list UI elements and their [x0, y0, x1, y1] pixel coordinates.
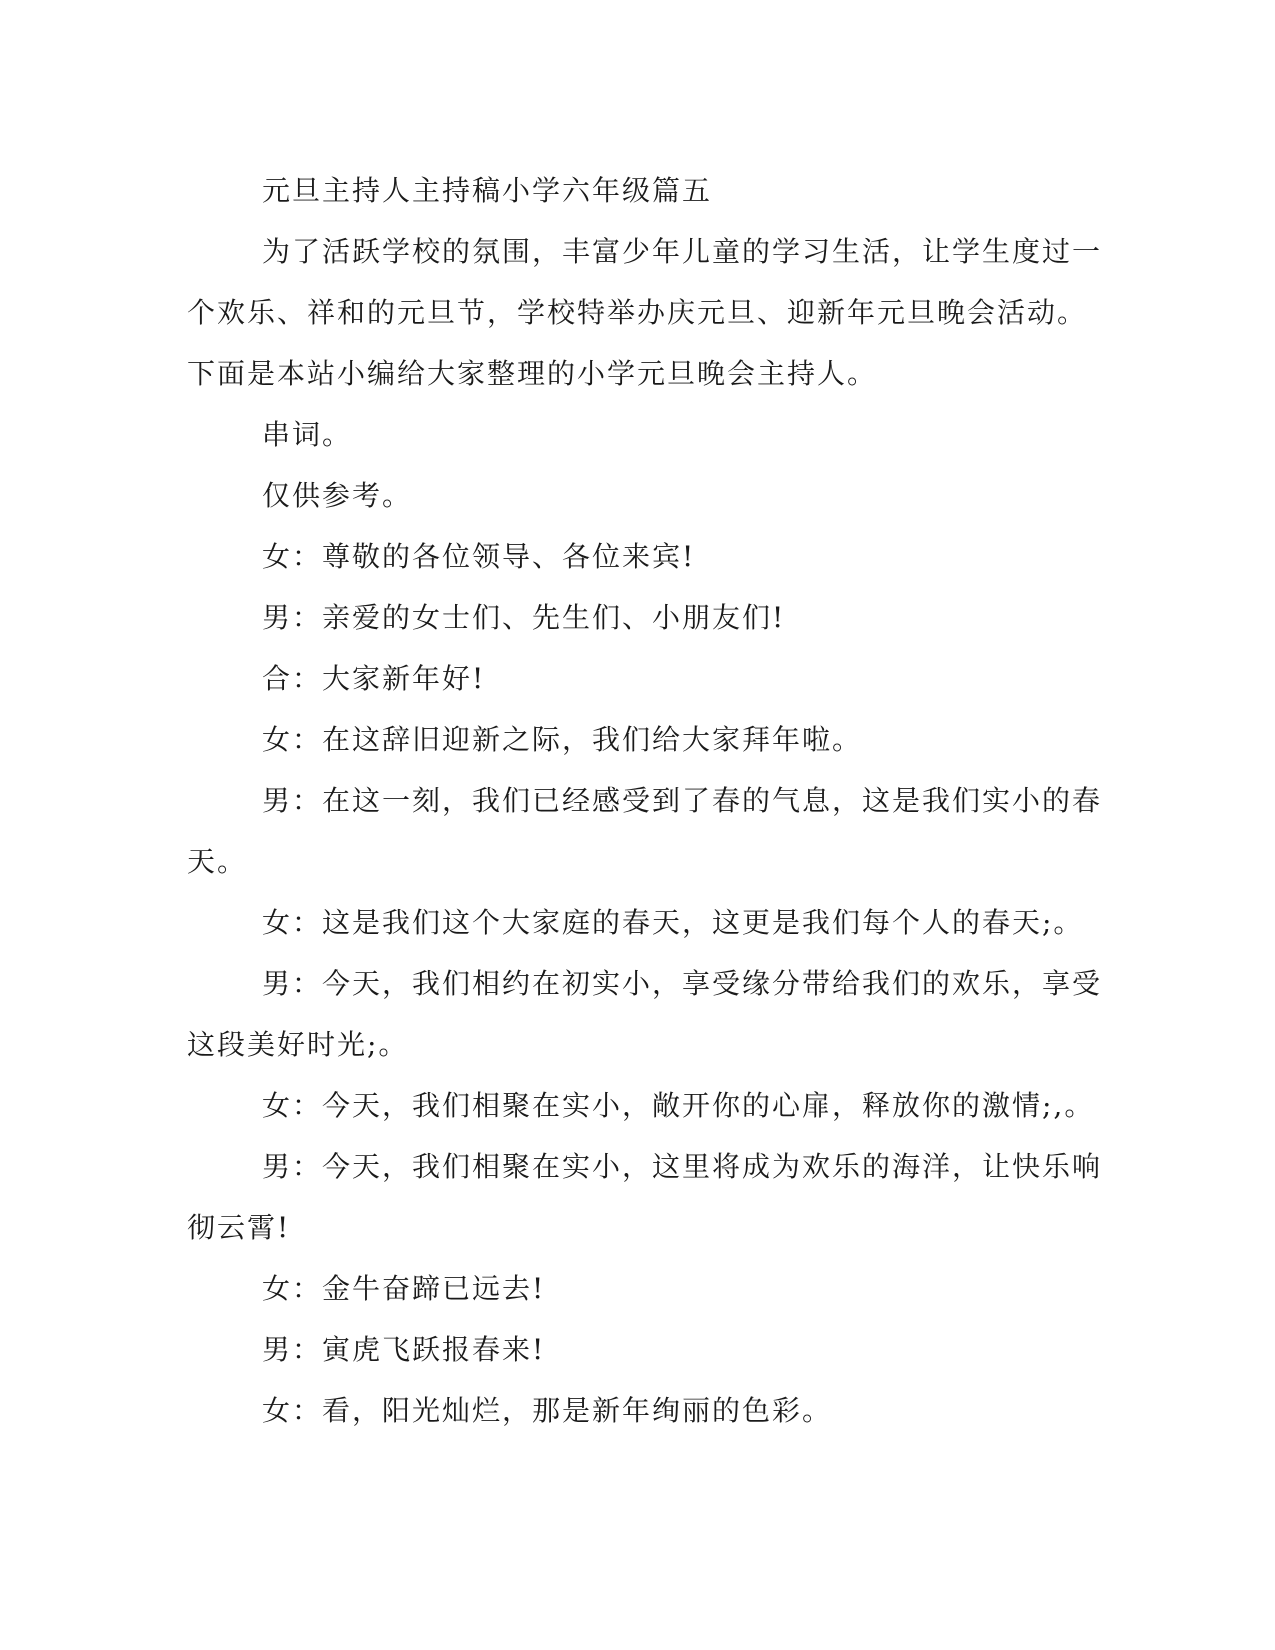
dialogue-line-continued: 天。 — [187, 845, 248, 878]
dialogue-line: 男：今天，我们相聚在实小，这里将成为欢乐的海洋，让快乐响 — [262, 1150, 1103, 1183]
dialogue-line: 男：今天，我们相约在初实小，享受缘分带给我们的欢乐，享受 — [262, 967, 1103, 1000]
dialogue-line: 女：这是我们这个大家庭的春天，这更是我们每个人的春天;。 — [262, 906, 1084, 939]
paragraph-line: 个欢乐、祥和的元旦节，学校特举办庆元旦、迎新年元旦晚会活动。 — [187, 296, 1088, 329]
dialogue-line: 男：亲爱的女士们、先生们、小朋友们! — [262, 601, 786, 634]
dialogue-line: 男：寅虎飞跃报春来! — [262, 1333, 546, 1366]
document-page — [187, 160, 1103, 1441]
paragraph-line: 为了活跃学校的氛围，丰富少年儿童的学习生活，让学生度过一 — [262, 235, 1103, 268]
dialogue-line-continued: 彻云霄! — [187, 1211, 291, 1244]
dialogue-line: 女：尊敬的各位领导、各位来宾! — [262, 540, 696, 573]
dialogue-line: 女：金牛奋蹄已远去! — [262, 1272, 546, 1305]
dialogue-line: 男：在这一刻，我们已经感受到了春的气息，这是我们实小的春 — [262, 784, 1103, 817]
dialogue-line-continued: 这段美好时光;。 — [187, 1028, 409, 1061]
paragraph-line: 串词。 — [262, 418, 353, 451]
dialogue-line: 合：大家新年好! — [262, 662, 486, 695]
dialogue-line: 女：在这辞旧迎新之际，我们给大家拜年啦。 — [262, 723, 863, 756]
paragraph-line: 仅供参考。 — [262, 479, 413, 512]
dialogue-line: 女：今天，我们相聚在实小，敞开你的心扉，释放你的激情;,。 — [262, 1089, 1095, 1122]
dialogue-line: 女：看，阳光灿烂，那是新年绚丽的色彩。 — [262, 1394, 833, 1427]
paragraph-line: 下面是本站小编给大家整理的小学元旦晚会主持人。 — [187, 357, 878, 390]
document-title: 元旦主持人主持稿小学六年级篇五 — [262, 174, 713, 207]
